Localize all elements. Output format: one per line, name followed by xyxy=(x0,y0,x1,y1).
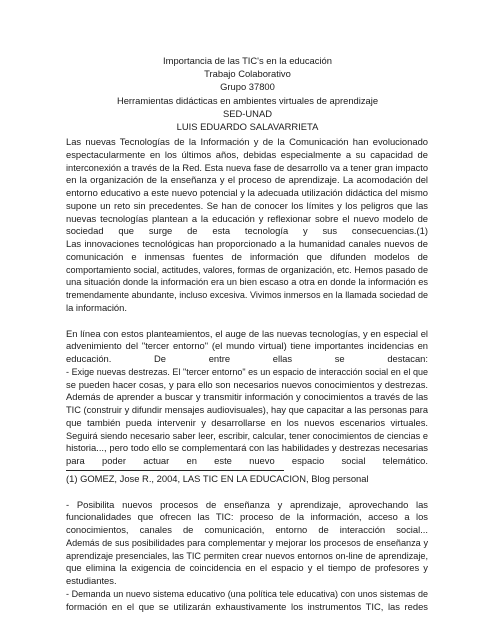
text-line: interconexión a través de la Red. Esta nueva fase de desarrollo va a tener gran impacto xyxy=(66,162,428,173)
text-line: Seguirá siendo necesario saber leer, escribir, calcular, tener conocimientos de ciencias e xyxy=(66,430,428,441)
text-line: Las nuevas Tecnologías de la Información y de la Comunicación han evolucionado xyxy=(66,136,428,147)
document-body xyxy=(66,136,428,613)
footnote-separator xyxy=(66,470,284,471)
text-line: aprendizaje presenciales, las TIC permiten crear nuevos entornos on-line de aprendizaje, xyxy=(66,550,428,561)
text-line: conocimientos, canales de comunicación, entorno de interacción social... xyxy=(66,524,428,535)
text-line: estudiantes. xyxy=(66,575,117,586)
text-line: Además de aprender a buscar y transmitir información y conocimientos a través de las xyxy=(66,391,428,403)
text-line: que elimina la exigencia de coincidencia en el espacio y el tiempo de profesores y xyxy=(66,562,428,574)
text-line: comportamiento social, actitudes, valores, formas de organización, etc. Hemos pasado de xyxy=(66,264,428,275)
institution-name: SED-UNAD xyxy=(223,107,272,119)
group-number: Grupo 37800 xyxy=(220,81,275,93)
course-name: Herramientas didácticas en ambientes virtuales de aprendizaje xyxy=(116,94,379,106)
text-line: Las innovaciones tecnológicas han proporcionado a la humanidad canales nuevos de xyxy=(66,238,428,249)
text-line: TIC (construir y difundir mensajes audiovisuales), hay que capacitar a las personas para xyxy=(66,405,428,415)
text-line: sociedad que surge de esta tecnología y sus consecuencias.(1) xyxy=(66,225,428,237)
text-line: una situación donde la información era un bien escaso a otra en donde la información es xyxy=(66,277,428,288)
text-line: Además de sus posibilidades para complementar y mejorar los procesos de enseñanza y xyxy=(66,537,428,548)
document-title: Importancia de las TIC's en la educación xyxy=(163,55,332,66)
text-line: para poder actuar en este nuevo espacio social telemático. xyxy=(66,455,428,466)
text-line: historia..., pero todo ello se complementará con las habilidades y destrezas necesarias xyxy=(66,442,428,454)
text-line: tremendamente abundante, incluso excesiva. Vivimos inmersos en la llamada sociedad de xyxy=(66,290,428,300)
text-line: educación. De entre ellas se destacan: xyxy=(66,353,428,364)
text-line: - Posibilita nuevos procesos de enseñanza y aprendizaje, aprovechando las xyxy=(66,498,428,510)
text-line: que también pueda intervenir y desarrollarse en los nuevos escenarios virtuales. xyxy=(66,416,428,428)
footnote-text: (1) GOMEZ, Jose R., 2004, LAS TIC EN LA EDUCACION, Blog personal xyxy=(66,472,369,484)
text-line: - Demanda un nuevo sistema educativo (una política tele educativa) con unos sistemas de xyxy=(66,588,428,599)
text-line: nuevas tecnologías plantean a la educación y reflexionar sobre el nuevo modelo de xyxy=(66,212,428,224)
text-line: funcionalidades que ofrecen las TIC: proceso de la información, acceso a los xyxy=(66,511,428,523)
paragraph-2 xyxy=(66,328,428,468)
text-line: formación en el que se utilizarán exhaustivamente los instrumentos TIC, las redes xyxy=(66,600,428,612)
text-line: espectacularmente en los últimos años, debidas especialmente a su capacidad de xyxy=(66,148,428,160)
text-line: entorno educativo a este nuevo potencial y la adecuada utilización didáctica del mismo xyxy=(66,187,428,198)
paragraph-1 xyxy=(66,136,428,315)
author-name: LUIS EDUARDO SALAVARRIETA xyxy=(176,121,319,133)
document-header xyxy=(0,54,495,133)
paragraph-3 xyxy=(66,499,428,614)
text-line: se pueden hacer cosas, y para ello son necesarios nuevos conocimientos y destrezas. xyxy=(66,378,428,390)
text-line: - Exige nuevas destrezas. El "tercer entorno" es un espacio de interacción social en el que xyxy=(66,366,428,377)
text-line: comunicación e inmensas fuentes de información que difunden modelos de xyxy=(66,250,428,262)
text-line: advenimiento del "tercer entorno" (el mundo virtual) tiene importantes incidencias en xyxy=(66,340,428,352)
text-line: la información. xyxy=(66,301,127,313)
document-subtitle: Trabajo Colaborativo xyxy=(204,68,291,80)
text-line: En línea con estos planteamientos, el auge de las nuevas tecnologías, y en especial el xyxy=(66,327,428,339)
text-line: en la organización de la enseñanza y el proceso de aprendizaje. La acomodación del xyxy=(66,174,428,186)
footnote xyxy=(66,473,428,486)
text-line: supone un reto sin precedentes. Se han de conocer los límites y los peligros que las xyxy=(66,199,428,211)
